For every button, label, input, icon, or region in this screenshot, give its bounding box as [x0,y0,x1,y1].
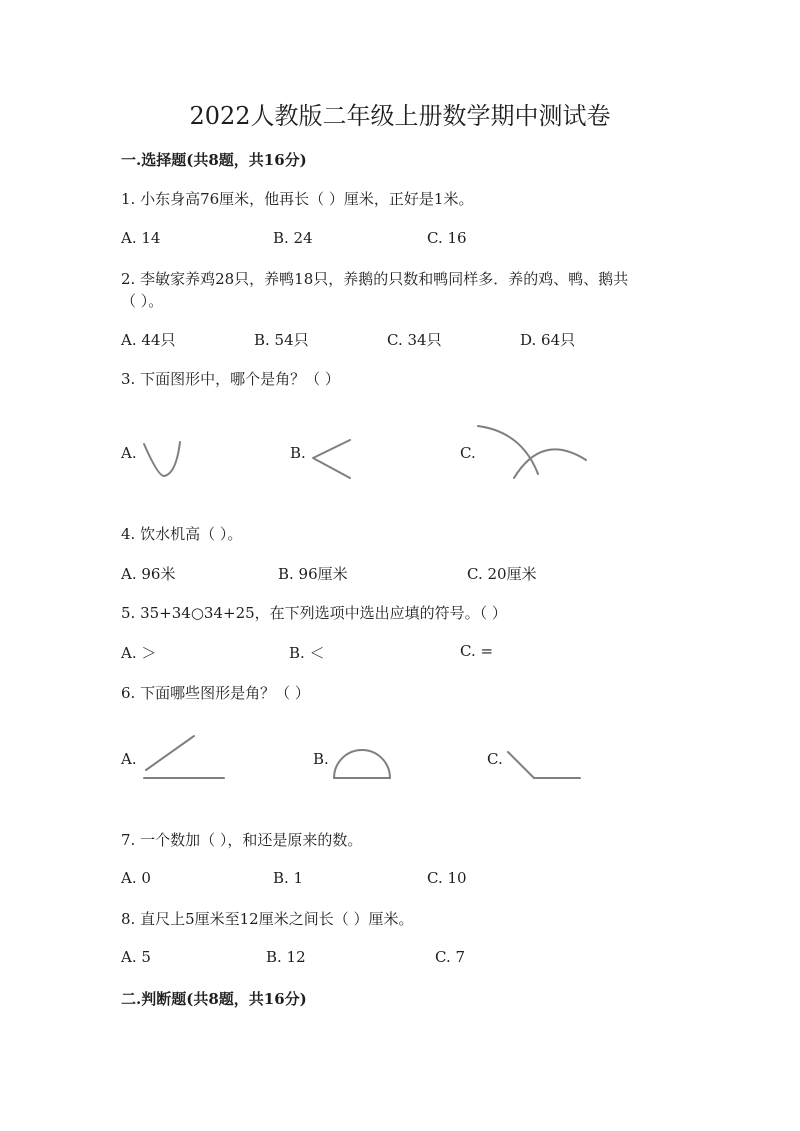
question-1-text: 1. 小东身高76厘米，他再长（ ）厘米，正好是1米。 [121,190,474,208]
q5-option-c[interactable]: C. = [460,642,494,660]
q3-option-c-crossing-curves-figure [472,422,594,488]
question-5-text: 5. 35+34○34+25，在下列选项中选出应填的符号。（ ） [121,604,507,622]
q1-option-c[interactable]: C. 16 [427,229,467,247]
q3-option-a-label[interactable]: A. [121,444,137,462]
q4-option-c[interactable]: C. 20厘米 [467,565,537,583]
question-2-text-line1: 2. 李敏家养鸡28只，养鸭18只，养鹅的只数和鸭同样多．养的鸡、鸭、鹅共 [121,270,629,288]
q1-option-b[interactable]: B. 24 [273,229,313,247]
q2-option-b[interactable]: B. 54只 [254,331,309,349]
question-6-text: 6. 下面哪些图形是角？（ ） [121,684,310,702]
question-8-text: 8. 直尺上5厘米至12厘米之间长（ ）厘米。 [121,910,414,928]
page-title: 2022人教版二年级上册数学期中测试卷 [189,102,611,130]
q6-option-c-angle-figure [504,748,584,788]
q3-option-b-angle-figure [308,434,358,488]
q3-option-a-curve-figure [138,436,188,486]
q6-option-b-label[interactable]: B. [313,750,329,768]
question-4-text: 4. 饮水机高（ ）。 [121,525,243,543]
q6-option-b-semicircle-figure [330,740,394,786]
q7-option-c[interactable]: C. 10 [427,869,467,887]
q6-option-c-label[interactable]: C. [487,750,503,768]
q2-option-a[interactable]: A. 44只 [121,331,176,349]
question-3-text: 3. 下面图形中，哪个是角？（ ） [121,370,340,388]
q4-option-b[interactable]: B. 96厘米 [278,565,348,583]
q3-option-b-label[interactable]: B. [290,444,306,462]
question-2-text-line2: （ ）。 [121,292,164,310]
q6-option-a-label[interactable]: A. [121,750,137,768]
question-7-text: 7. 一个数加（ ），和还是原来的数。 [121,831,363,849]
q5-option-a[interactable]: A. ＞ [121,644,157,662]
section-heading-judgment: 二.判断题(共8题，共16分) [121,990,307,1008]
q8-option-b[interactable]: B. 12 [266,948,306,966]
q8-option-c[interactable]: C. 7 [435,948,466,966]
q4-option-a[interactable]: A. 96米 [121,565,176,583]
q6-option-a-angle-figure [140,732,230,788]
q7-option-a[interactable]: A. 0 [121,869,151,887]
q8-option-a[interactable]: A. 5 [121,948,151,966]
q2-option-d[interactable]: D. 64只 [520,331,576,349]
q7-option-b[interactable]: B. 1 [273,869,304,887]
q2-option-c[interactable]: C. 34只 [387,331,442,349]
section-heading-choice: 一.选择题(共8题，共16分) [121,151,307,169]
q5-option-b[interactable]: B. ＜ [289,644,325,662]
q1-option-a[interactable]: A. 14 [121,229,161,247]
q3-option-c-label[interactable]: C. [460,444,476,462]
